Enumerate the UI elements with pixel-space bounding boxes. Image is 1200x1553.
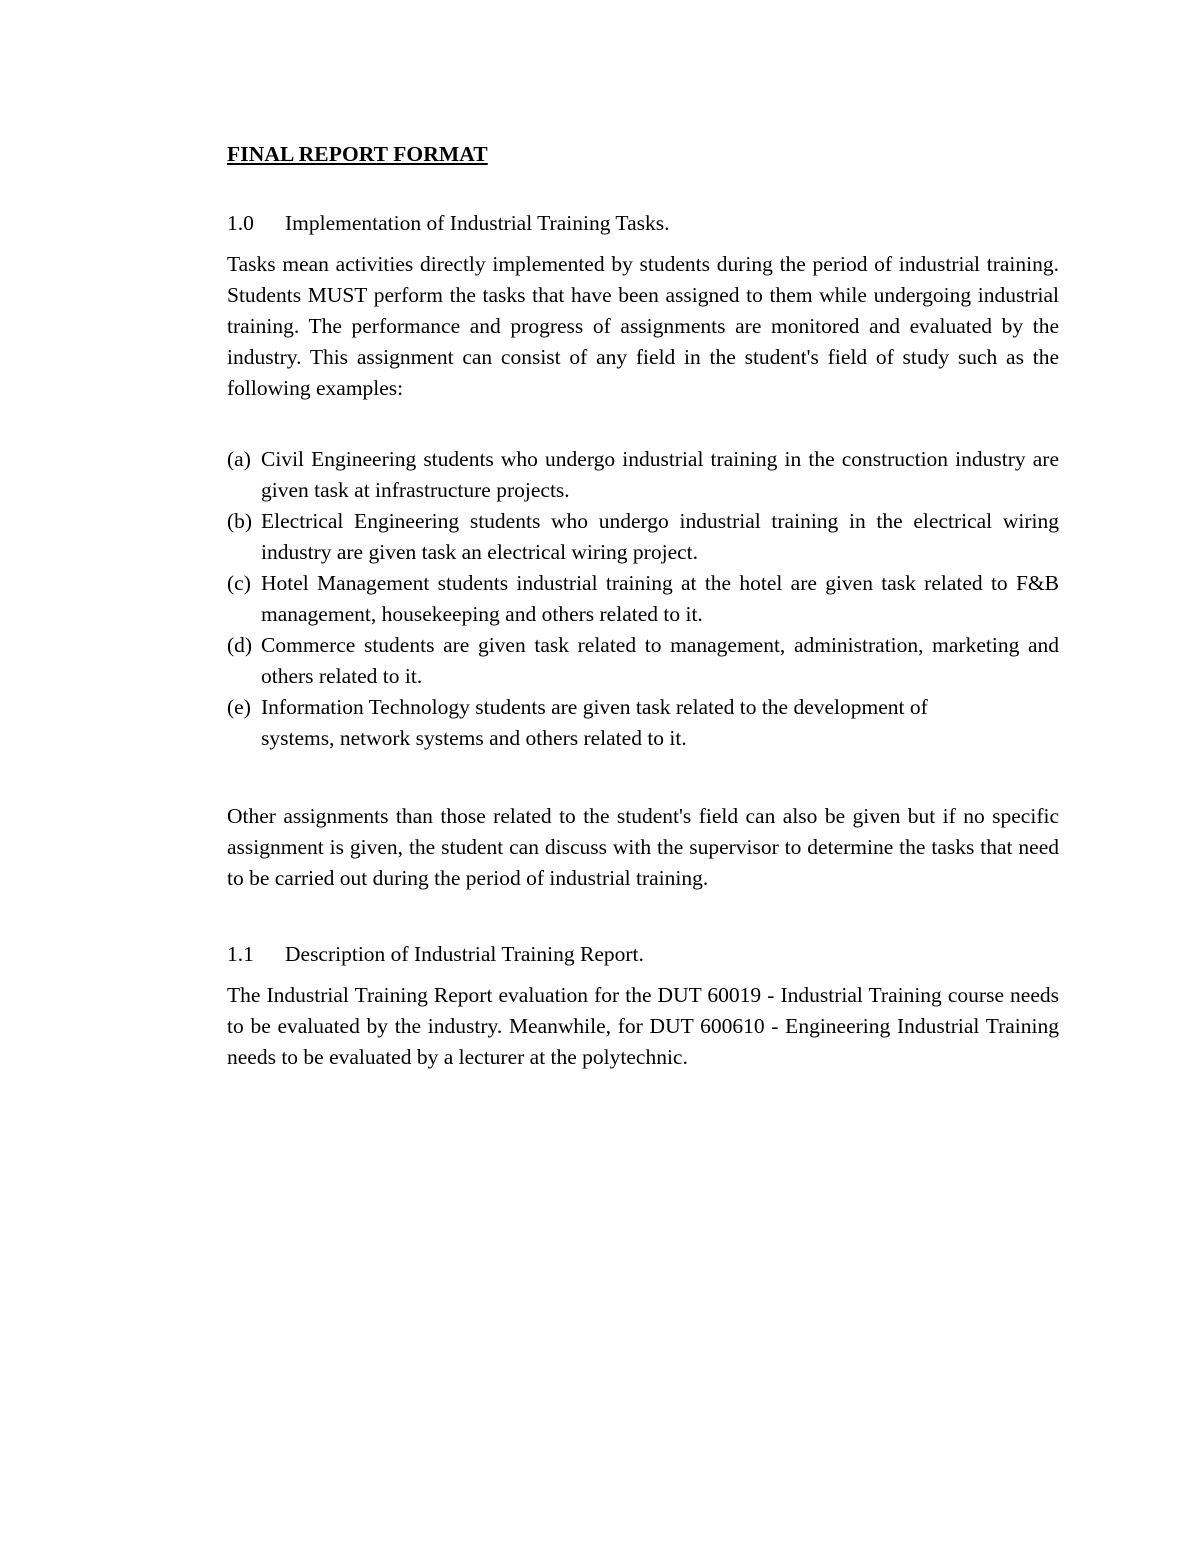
section-heading-1-0 [227, 211, 669, 236]
list-item-text: Civil Engineering students who undergo industrial training in the construction industry are given task at infrastructure projects. [261, 447, 1059, 502]
list-item-text: Electrical Engineering students who undergo industrial training in the electrical wiring industry are given task an electrical wiring project. [261, 509, 1059, 564]
list-item-text: Information Technology students are given task related to the development of systems, network systems and others related to it. [261, 695, 928, 750]
section-1-1-body-paragraph: The Industrial Training Report evaluation for the DUT 60019 - Industrial Training course needs to be evaluated by the industry. Meanwhile, for DUT 600610 - Engineering Industrial Training needs to be evaluated by a lecturer at the polytechnic. [227, 983, 1059, 1069]
section-number: 1.0 [227, 211, 254, 235]
document-title: FINAL REPORT FORMAT [227, 142, 488, 166]
list-marker: (c) [227, 571, 251, 595]
list-item-text: Hotel Management students industrial training at the hotel are given task related to F&B management, housekeeping and others related to it. [261, 571, 1059, 626]
examples-list [227, 444, 1059, 754]
list-marker: (a) [227, 447, 251, 471]
section-1-0-intro-paragraph: Tasks mean activities directly implemented by students during the period of industrial training. Students MUST perform the tasks that have been assigned to them while undergoing industrial training. The performance and progress of assignments are monitored and evaluated by the industry. This assignment can consist of any field in the student's field of study such as the following examples: [227, 252, 1059, 400]
section-title: Implementation of Industrial Training Tasks. [285, 211, 670, 235]
section-title: Description of Industrial Training Report. [285, 942, 644, 966]
list-item-text: Commerce students are given task related to management, administration, marketing and others related to it. [261, 633, 1059, 688]
section-number: 1.1 [227, 942, 254, 966]
list-marker: (e) [227, 695, 251, 719]
list-item [227, 568, 1059, 630]
section-heading-1-1 [227, 942, 644, 967]
list-item [227, 692, 1059, 754]
section-1-0-closing-paragraph: Other assignments than those related to the student's field can also be given but if no specific assignment is given, the student can discuss with the supervisor to determine the tasks that need to be carried out during the period of industrial training. [227, 804, 1059, 890]
list-item [227, 444, 1059, 506]
list-marker: (d) [227, 633, 253, 657]
list-item [227, 506, 1059, 568]
list-item [227, 630, 1059, 692]
list-marker: (b) [227, 509, 253, 533]
